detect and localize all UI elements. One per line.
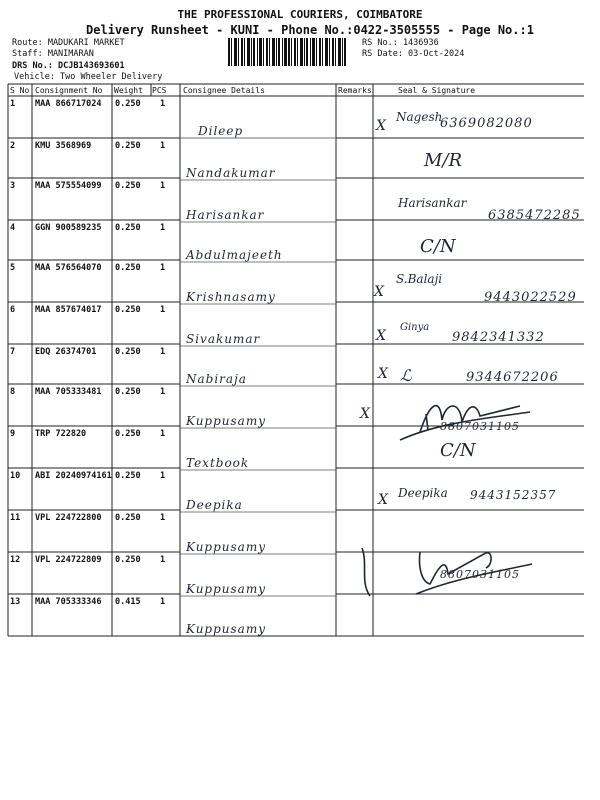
row-consignment-no: VPL 224722800 xyxy=(35,513,102,523)
row-sno: 1 xyxy=(10,99,16,109)
row-weight: 0.250 xyxy=(115,263,141,273)
signature-phone: 6369082080 xyxy=(440,116,533,131)
cross-mark: X xyxy=(360,406,370,422)
cross-mark: X xyxy=(378,366,388,382)
row-weight: 0.250 xyxy=(115,387,141,397)
row-pcs: 1 xyxy=(160,181,166,191)
row-consignment-no: GGN 900589235 xyxy=(35,223,102,233)
signature-name: Nagesh xyxy=(396,110,443,124)
row-consignment-no: MAA 705333481 xyxy=(35,387,102,397)
row-weight: 0.250 xyxy=(115,99,141,109)
signature-name: Harisankar xyxy=(398,196,467,210)
signature-scribble xyxy=(380,392,540,448)
consignee-name: Nandakumar xyxy=(186,166,276,180)
signature-name: Ginya xyxy=(400,322,430,333)
signature-name: S.Balaji xyxy=(396,272,443,286)
consignee-name: Kuppusamy xyxy=(186,582,266,596)
row-consignment-no: MAA 857674017 xyxy=(35,305,102,315)
rs-date: RS Date: 03-Oct-2024 xyxy=(362,49,465,59)
signature-mark: C/N xyxy=(440,440,476,461)
vehicle-label: Vehicle: Two Wheeler Delivery xyxy=(14,72,163,82)
row-sno: 8 xyxy=(10,387,16,397)
row-sno: 10 xyxy=(10,471,21,481)
row-consignment-no: MAA 705333346 xyxy=(35,597,102,607)
row-consignment-no: VPL 224722809 xyxy=(35,555,102,565)
row-consignment-no: MAA 576564070 xyxy=(35,263,102,273)
consignee-name: Deepika xyxy=(186,498,243,512)
row-pcs: 1 xyxy=(160,429,166,439)
row-weight: 0.250 xyxy=(115,471,141,481)
row-pcs: 1 xyxy=(160,223,166,233)
signature-phone: 9443152357 xyxy=(470,488,557,502)
row-sno: 11 xyxy=(10,513,21,523)
col-pcs: PCS xyxy=(152,86,167,95)
row-pcs: 1 xyxy=(160,387,166,397)
row-sno: 7 xyxy=(10,347,16,357)
row-consignment-no: EDQ 26374701 xyxy=(35,347,97,357)
row-consignment-no: ABI 20240974161 xyxy=(35,471,112,481)
consignee-name: Abdulmajeeth xyxy=(186,248,283,262)
row-sno: 5 xyxy=(10,263,16,273)
signature-scribble: ℒ xyxy=(400,366,412,385)
signature-scribble xyxy=(356,534,536,604)
row-weight: 0.250 xyxy=(115,555,141,565)
row-consignment-no: MAA 575554099 xyxy=(35,181,102,191)
row-pcs: 1 xyxy=(160,263,166,273)
consignee-name: Kuppusamy xyxy=(186,622,266,636)
route-label: Route: MADUKARI MARKET xyxy=(12,38,125,48)
signature-phone: 9842341332 xyxy=(452,330,545,345)
row-consignment-no: KMU 3568969 xyxy=(35,141,92,151)
signature-phone: 8807031105 xyxy=(440,420,520,433)
cross-mark: X xyxy=(378,492,388,508)
signature-phone: 9344672206 xyxy=(466,370,559,385)
drs-number: DRS No.: DCJB143693601 xyxy=(12,61,125,71)
col-weight: Weight xyxy=(114,86,143,95)
signature-mark: C/N xyxy=(420,236,456,257)
signature-phone: 9443022529 xyxy=(484,290,577,305)
staff-label: Staff: MANIMARAN xyxy=(12,49,94,59)
row-sno: 4 xyxy=(10,223,16,233)
row-consignment-no: MAA 866717024 xyxy=(35,99,102,109)
row-sno: 3 xyxy=(10,181,16,191)
cross-mark: X xyxy=(376,328,386,344)
cross-mark: X xyxy=(374,284,384,300)
row-sno: 2 xyxy=(10,141,16,151)
consignee-name: Kuppusamy xyxy=(186,414,266,428)
row-weight: 0.250 xyxy=(115,141,141,151)
row-weight: 0.250 xyxy=(115,305,141,315)
consignee-name: Krishnasamy xyxy=(186,290,276,304)
row-weight: 0.250 xyxy=(115,429,141,439)
signature-phone: 6385472285 xyxy=(488,208,581,223)
rs-number: RS No.: 1436936 xyxy=(362,38,439,48)
row-weight: 0.250 xyxy=(115,223,141,233)
col-sno: S No xyxy=(10,86,30,95)
row-consignment-no: TRP 722820 xyxy=(35,429,87,439)
row-weight: 0.250 xyxy=(115,181,141,191)
signature-phone: 8807031105 xyxy=(440,568,520,581)
col-remarks: Remarks xyxy=(338,86,372,95)
consignee-name: Textbook xyxy=(186,456,250,470)
cross-mark: X xyxy=(376,118,386,134)
row-weight: 0.415 xyxy=(115,597,141,607)
consignee-name: Harisankar xyxy=(186,208,265,222)
col-consignment: Consignment No xyxy=(35,86,103,95)
consignee-name: Kuppusamy xyxy=(186,540,266,554)
row-pcs: 1 xyxy=(160,347,166,357)
row-sno: 6 xyxy=(10,305,16,315)
company-title: THE PROFESSIONAL COURIERS, COIMBATORE xyxy=(177,8,423,21)
row-weight: 0.250 xyxy=(115,347,141,357)
row-pcs: 1 xyxy=(160,141,166,151)
row-pcs: 1 xyxy=(160,471,166,481)
row-pcs: 1 xyxy=(160,305,166,315)
consignee-name: Sivakumar xyxy=(186,332,261,346)
row-pcs: 1 xyxy=(160,513,166,523)
row-pcs: 1 xyxy=(160,99,166,109)
row-pcs: 1 xyxy=(160,597,166,607)
signature-mark: M/R xyxy=(424,150,463,171)
col-signature: Seal & Signature xyxy=(398,86,476,95)
runsheet-title: Delivery Runsheet - KUNI - Phone No.:0422-3505555 - Page No.:1 xyxy=(86,23,534,37)
signature-name: Deepika xyxy=(398,486,448,500)
consignee-name: Dileep xyxy=(198,124,244,138)
row-weight: 0.250 xyxy=(115,513,141,523)
row-sno: 13 xyxy=(10,597,21,607)
consignee-name: Nabiraja xyxy=(186,372,247,386)
row-pcs: 1 xyxy=(160,555,166,565)
col-consignee: Consignee Details xyxy=(183,86,265,95)
row-sno: 9 xyxy=(10,429,16,439)
row-sno: 12 xyxy=(10,555,21,565)
